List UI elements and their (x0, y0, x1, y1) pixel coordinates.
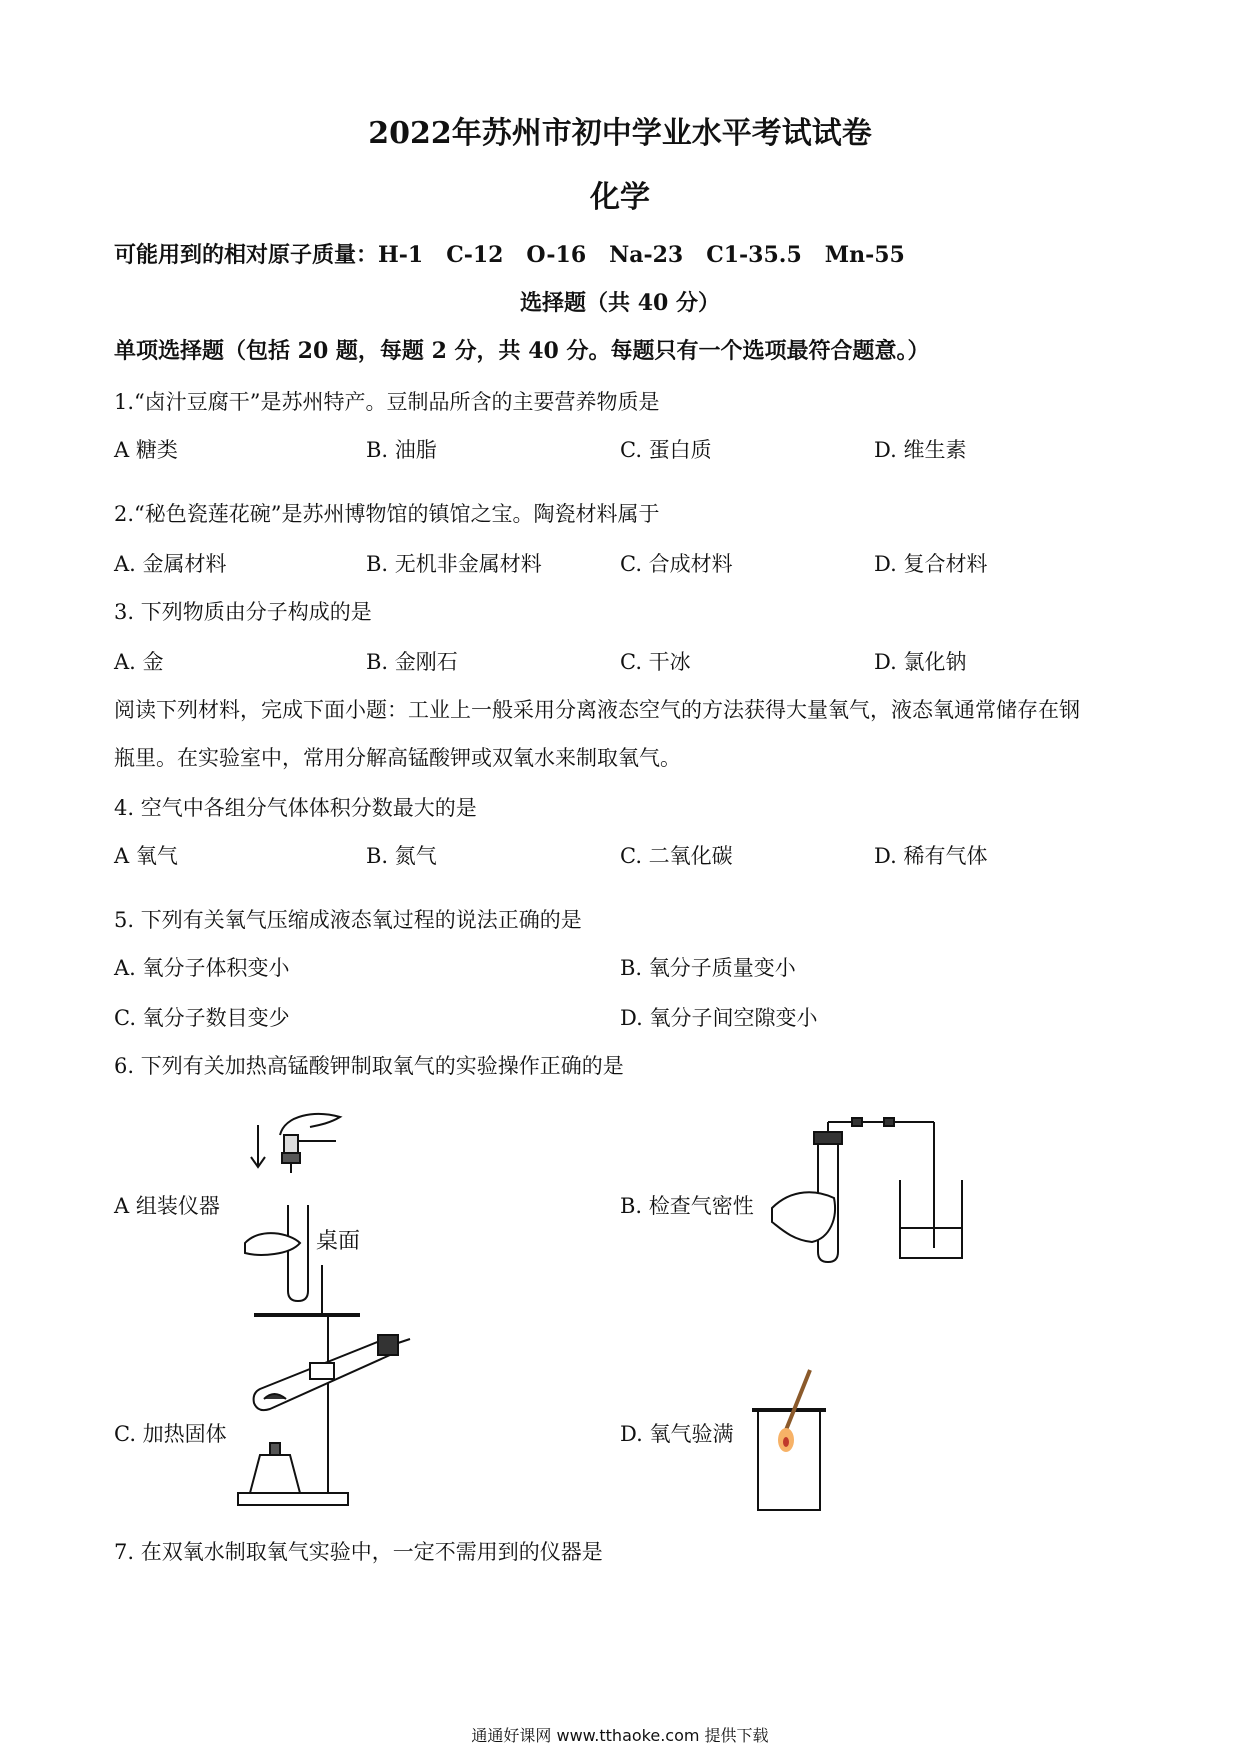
q6-option-d: D. 氧气验满 (620, 1422, 734, 1446)
q2-option-c: C. 合成材料 (620, 552, 733, 576)
q1-stem: 1.“卤汁豆腐干”是苏州特产。豆制品所含的主要营养物质是 (114, 390, 660, 414)
exam-title: 2022年苏州市初中学业水平考试试卷 (368, 116, 872, 151)
q1-option-a: A 糖类 (114, 438, 178, 462)
q2-option-b: B. 无机非金属材料 (366, 552, 542, 576)
q4-option-c: C. 二氧化碳 (620, 844, 733, 868)
q3-stem: 3. 下列物质由分子构成的是 (114, 600, 372, 624)
q1-option-c: C. 蛋白质 (620, 438, 712, 462)
section-heading: 选择题（共 40 分） (520, 290, 720, 316)
q5-option-b: B. 氧分子质量变小 (620, 956, 796, 980)
q5-stem: 5. 下列有关氧气压缩成液态氧过程的说法正确的是 (114, 908, 582, 932)
airtightness-check-figure (772, 1118, 972, 1268)
q1-option-b: B. 油脂 (366, 438, 437, 462)
q4-stem: 4. 空气中各组分气体体积分数最大的是 (114, 796, 477, 820)
q1-option-d: D. 维生素 (874, 438, 967, 462)
q6-option-b: B. 检查气密性 (620, 1194, 754, 1218)
q4-option-b: B. 氮气 (366, 844, 437, 868)
reading-passage-line2: 瓶里。在实验室中，常用分解高锰酸钾或双氧水来制取氧气。 (114, 746, 681, 770)
desk-label: 桌面 (316, 1229, 361, 1254)
page-footer: 通通好课网 www.tthaoke.com 提供下载 (471, 1726, 769, 1745)
q5-option-d: D. 氧分子间空隙变小 (620, 1006, 818, 1030)
subject-title: 化学 (590, 180, 650, 215)
q5-option-c: C. 氧分子数目变少 (114, 1006, 290, 1030)
q3-option-b: B. 金刚石 (366, 650, 458, 674)
q2-option-d: D. 复合材料 (874, 552, 988, 576)
q4-option-a: A 氧气 (114, 844, 178, 868)
q3-option-a: A. 金 (114, 650, 164, 674)
q3-option-c: C. 干冰 (620, 650, 691, 674)
q4-option-d: D. 稀有气体 (874, 844, 988, 868)
assemble-apparatus-figure (240, 1105, 370, 1305)
atomic-masses: 可能用到的相对原子质量：H-1 C-12 O-16 Na-23 C1-35.5 Mn-55 (114, 242, 905, 268)
reading-passage-line1: 阅读下列材料，完成下面小题：工业上一般采用分离液态空气的方法获得大量氧气，液态氧通常储存在钢 (114, 698, 1080, 722)
q2-stem: 2.“秘色瓷莲花碗”是苏州博物馆的镇馆之宝。陶瓷材料属于 (114, 502, 660, 526)
q2-option-a: A. 金属材料 (114, 552, 227, 576)
q7-stem: 7. 在双氧水制取氧气实验中，一定不需用到的仪器是 (114, 1540, 603, 1564)
heat-solid-figure (230, 1315, 420, 1515)
q6-option-c: C. 加热固体 (114, 1422, 227, 1446)
oxygen-full-test-figure (752, 1370, 842, 1520)
instructions: 单项选择题（包括 20 题，每题 2 分，共 40 分。每题只有一个选项最符合题意。） (114, 338, 930, 364)
q3-option-d: D. 氯化钠 (874, 650, 967, 674)
q6-option-a: A 组装仪器 (114, 1194, 220, 1218)
q5-option-a: A. 氧分子体积变小 (114, 956, 290, 980)
q6-stem: 6. 下列有关加热高锰酸钾制取氧气的实验操作正确的是 (114, 1054, 624, 1078)
